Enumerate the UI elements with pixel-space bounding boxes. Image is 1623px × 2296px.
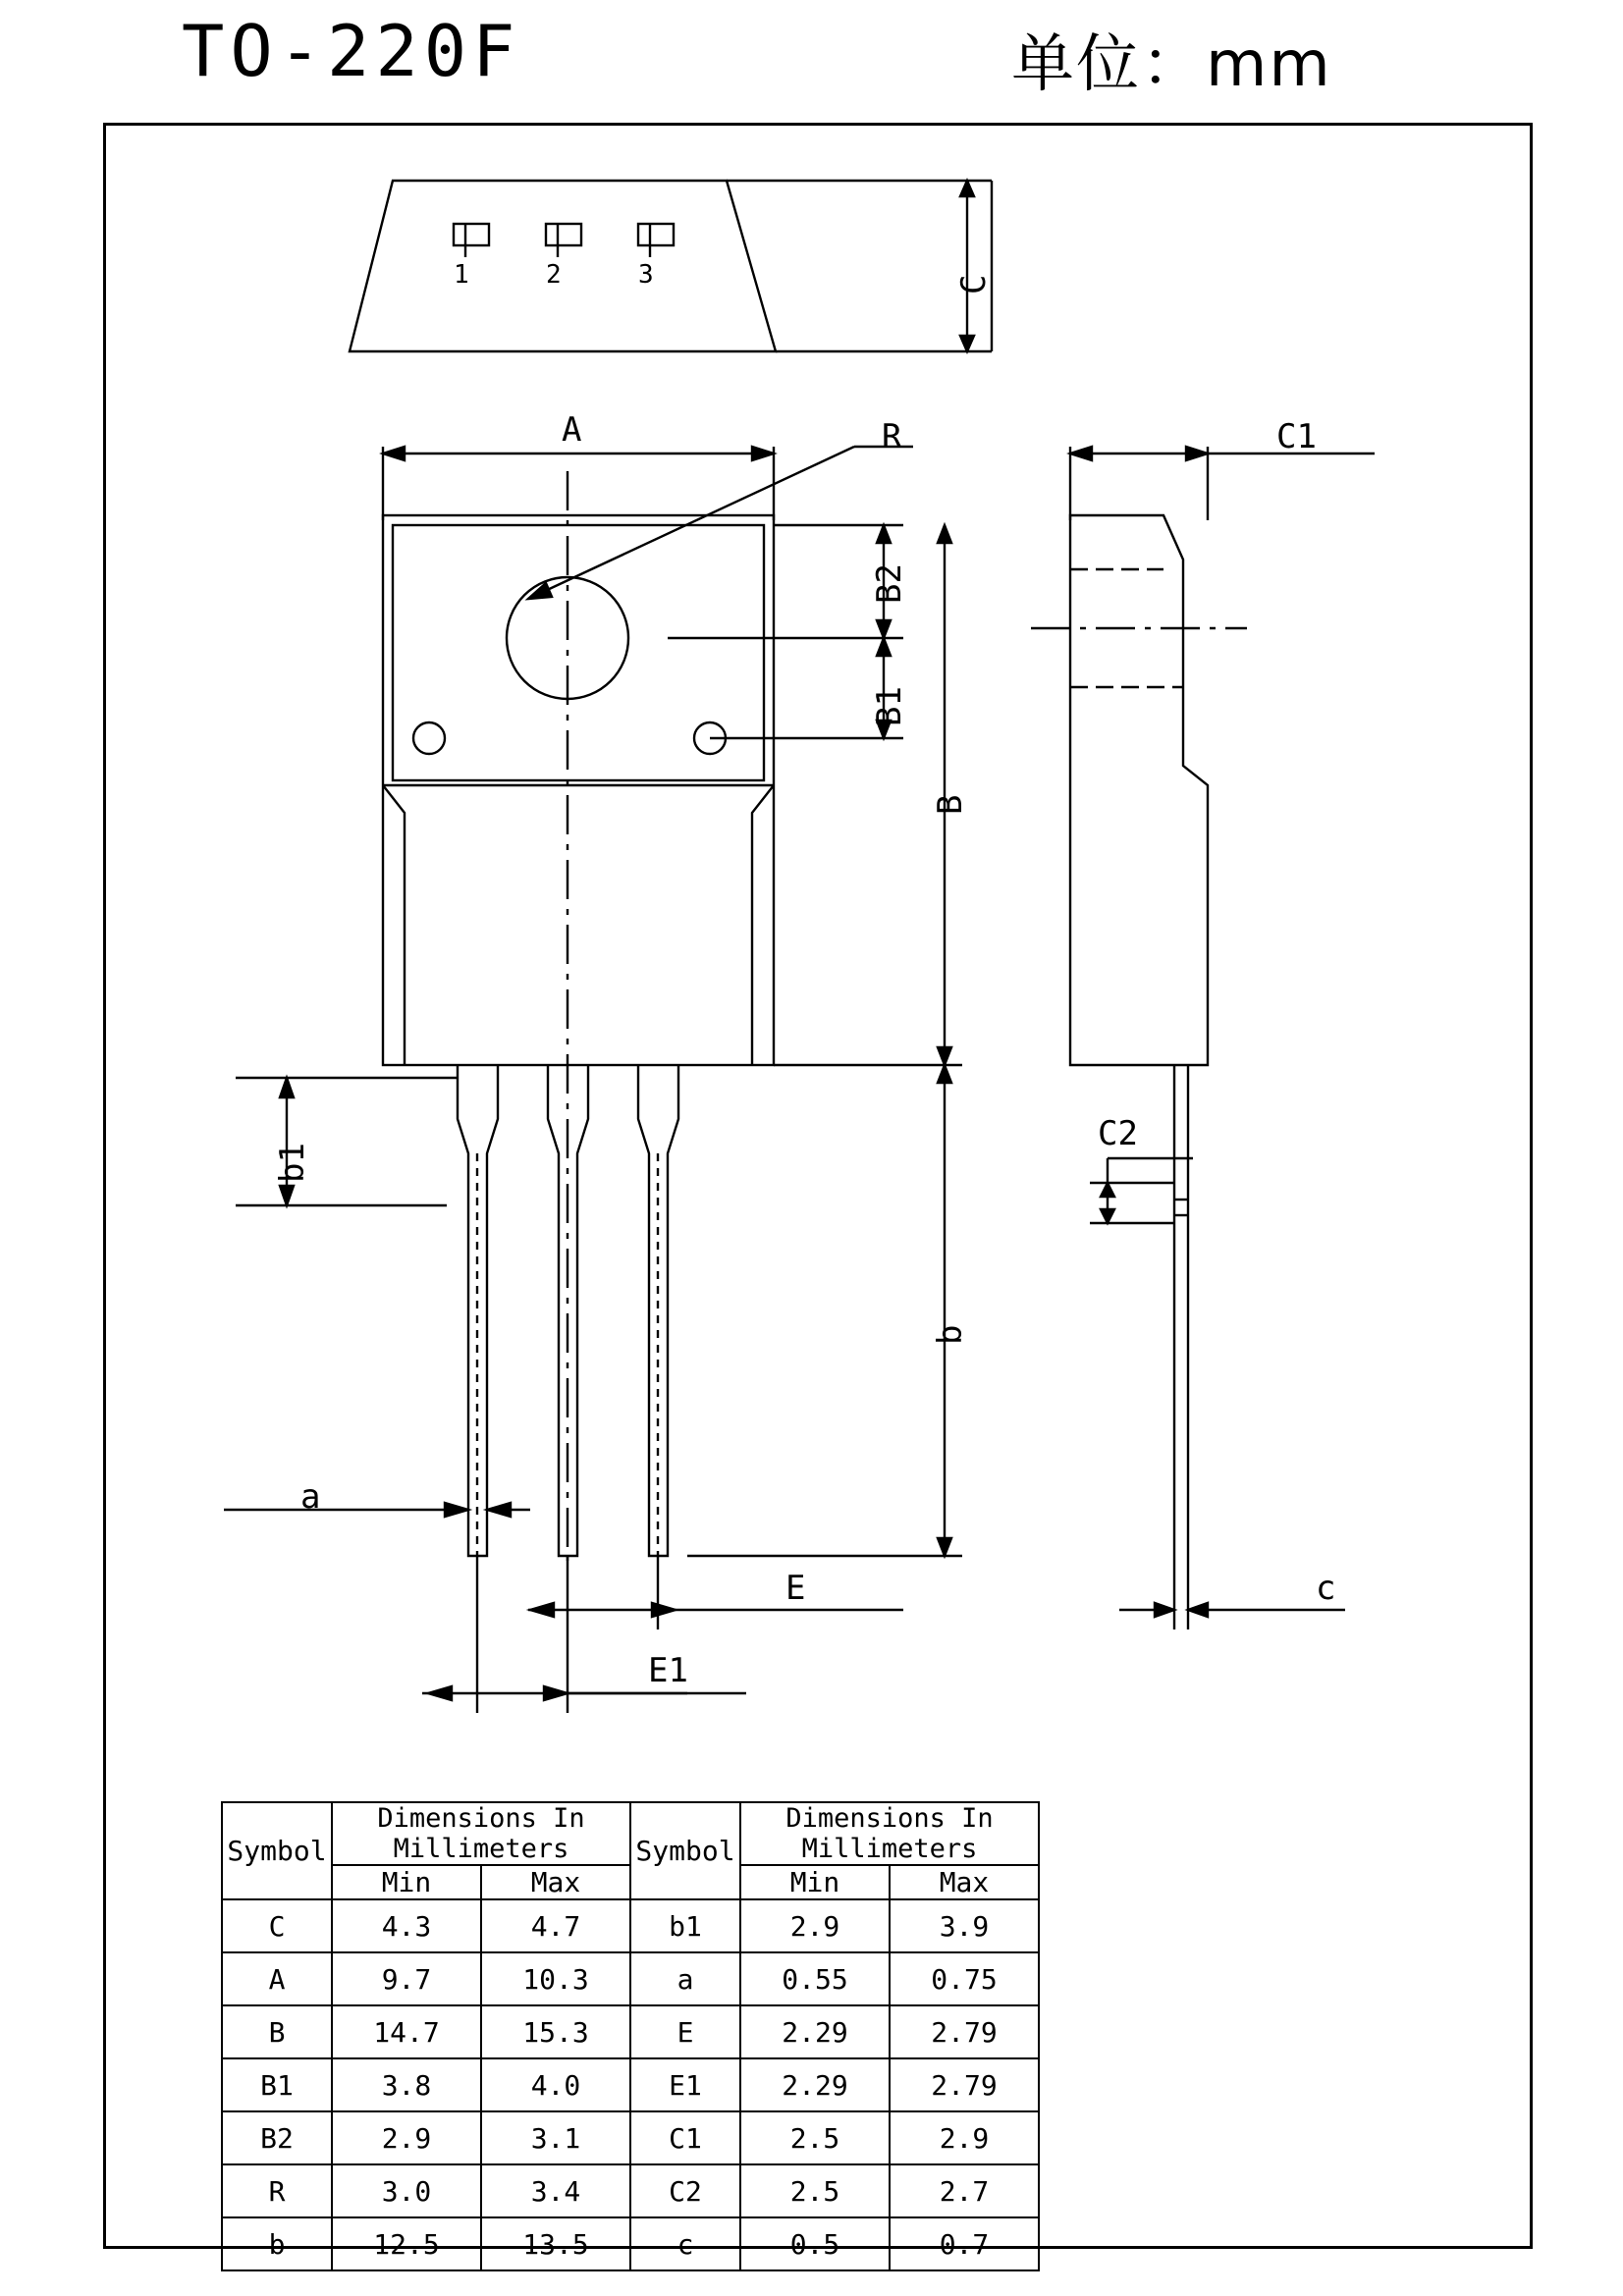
dim-label-c: c: [1316, 1569, 1336, 1608]
header-min-left: Min: [332, 1865, 481, 1899]
min-cell: 14.7: [332, 2005, 481, 2058]
table-row: [222, 2164, 1039, 2217]
dim-label-E1: E1: [648, 1651, 688, 1690]
symbol-cell: E1: [630, 2058, 740, 2111]
max-cell: 15.3: [481, 2005, 630, 2058]
dim-label-b1: b1: [273, 1143, 312, 1183]
symbol-cell: A: [222, 1952, 332, 2005]
symbol-cell: C2: [630, 2164, 740, 2217]
symbol-cell: B1: [222, 2058, 332, 2111]
min-cell: 2.5: [740, 2164, 890, 2217]
max-cell: 13.5: [481, 2217, 630, 2270]
symbol-cell: C1: [630, 2111, 740, 2164]
min-cell: 12.5: [332, 2217, 481, 2270]
max-cell: 0.75: [890, 1952, 1039, 2005]
symbol-cell: E: [630, 2005, 740, 2058]
max-cell: 4.7: [481, 1899, 630, 1952]
symbol-cell: R: [222, 2164, 332, 2217]
symbol-cell: C: [222, 1899, 332, 1952]
symbol-cell: B2: [222, 2111, 332, 2164]
max-cell: 3.4: [481, 2164, 630, 2217]
symbol-cell: b1: [630, 1899, 740, 1952]
header-min-right: Min: [740, 1865, 890, 1899]
dim-label-b: b: [931, 1324, 970, 1345]
symbol-cell: B: [222, 2005, 332, 2058]
symbol-cell: c: [630, 2217, 740, 2270]
min-cell: 0.5: [740, 2217, 890, 2270]
table-header-row-1: [222, 1802, 1039, 1865]
dim-label-E: E: [785, 1569, 806, 1608]
pin-number-1: 1: [454, 260, 469, 290]
min-cell: 4.3: [332, 1899, 481, 1952]
max-cell: 3.9: [890, 1899, 1039, 1952]
min-cell: 2.5: [740, 2111, 890, 2164]
table-row: [222, 1899, 1039, 1952]
symbol-cell: b: [222, 2217, 332, 2270]
header-max-left: Max: [481, 1865, 630, 1899]
dim-label-C: C: [954, 274, 994, 294]
table-row: [222, 2005, 1039, 2058]
pin-number-2: 2: [546, 260, 562, 290]
max-cell: 3.1: [481, 2111, 630, 2164]
min-cell: 3.0: [332, 2164, 481, 2217]
dimensions-table: [221, 1801, 1040, 2271]
min-cell: 9.7: [332, 1952, 481, 2005]
min-cell: 2.29: [740, 2058, 890, 2111]
dim-label-a: a: [300, 1477, 321, 1517]
dim-label-C2: C2: [1098, 1114, 1138, 1153]
max-cell: 10.3: [481, 1952, 630, 2005]
min-cell: 2.29: [740, 2005, 890, 2058]
max-cell: 4.0: [481, 2058, 630, 2111]
max-cell: 0.7: [890, 2217, 1039, 2270]
header-symbol-left: Symbol: [222, 1802, 332, 1899]
dim-label-B1: B1: [870, 686, 909, 726]
symbol-cell: a: [630, 1952, 740, 2005]
min-cell: 2.9: [740, 1899, 890, 1952]
min-cell: 0.55: [740, 1952, 890, 2005]
dim-label-B: B: [931, 794, 970, 815]
max-cell: 2.79: [890, 2005, 1039, 2058]
table-row: [222, 2217, 1039, 2270]
dim-label-A: A: [562, 410, 582, 450]
table-row: [222, 1952, 1039, 2005]
min-cell: 3.8: [332, 2058, 481, 2111]
dim-label-C1: C1: [1276, 417, 1317, 456]
max-cell: 2.79: [890, 2058, 1039, 2111]
header-dimensions-left: Dimensions In Millimeters: [332, 1802, 630, 1865]
table-row: [222, 2111, 1039, 2164]
page-title: TO-220F: [182, 10, 521, 92]
unit-label: 单位：mm: [1011, 28, 1332, 101]
pin-number-3: 3: [638, 260, 654, 290]
dim-label-R: R: [882, 417, 902, 456]
header-symbol-right: Symbol: [630, 1802, 740, 1899]
max-cell: 2.7: [890, 2164, 1039, 2217]
min-cell: 2.9: [332, 2111, 481, 2164]
table-row: [222, 2058, 1039, 2111]
max-cell: 2.9: [890, 2111, 1039, 2164]
dim-label-B2: B2: [870, 563, 909, 604]
header-dimensions-right: Dimensions In Millimeters: [740, 1802, 1039, 1865]
header-max-right: Max: [890, 1865, 1039, 1899]
